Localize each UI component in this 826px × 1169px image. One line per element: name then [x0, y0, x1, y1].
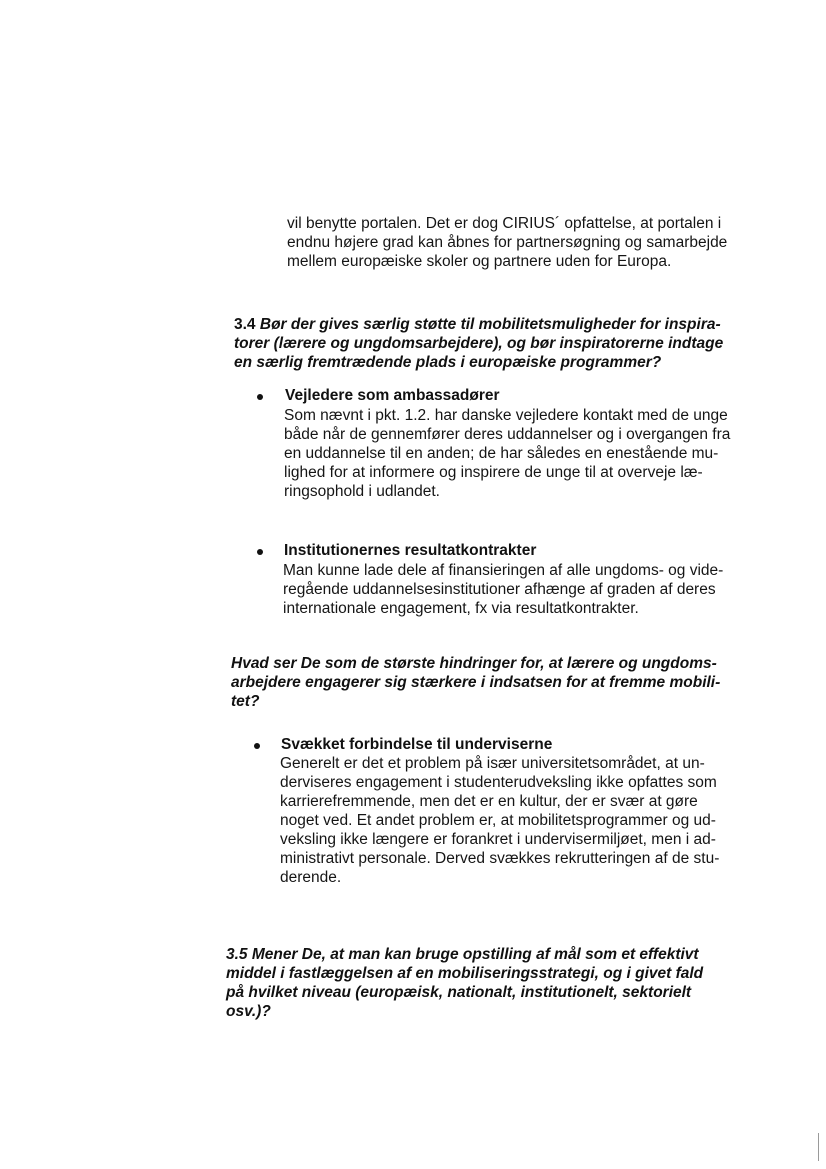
- bullet-title: Svækket forbindelse til underviserne: [281, 736, 553, 753]
- section-3-5-line: på hvilket niveau (europæisk, nationalt, institutionelt, sektorielt: [226, 984, 692, 1001]
- bullet-icon: [257, 549, 263, 555]
- bullet-body: Generelt er det et problem på især universitetsområdet, at un- derviseres engagement i studenterudveksling ikke opfattes som karrierefremmende, men det er en kultur, der er svær at gøre noget ved. Et andet problem er, at mobilitetsprogrammer og ud- veksling ikke længere er forankret i undervisermiljøet, men i ad- ministrativt personale. Derved svækkes rekrutteringen af de stu- derende.: [280, 755, 720, 886]
- bullet-item: [254, 735, 774, 895]
- question-heading: [231, 654, 720, 711]
- section-3-4-line: en særlig fremtrædende plads i europæiske programmer?: [234, 354, 662, 371]
- question-line: arbejdere engagerer sig stærkere i indsatsen for at fremme mobili-: [231, 674, 721, 691]
- intro-paragraph: [287, 214, 727, 271]
- bullet-item: [257, 386, 777, 516]
- bullet-icon: [257, 394, 263, 400]
- section-3-4-heading: [234, 315, 723, 372]
- intro-line: vil benytte portalen. Det er dog CIRIUS´ opfattelse, at portalen i: [287, 215, 722, 232]
- intro-line: endnu højere grad kan åbnes for partnersøgning og samarbejde: [287, 234, 728, 251]
- scan-edge-mark: [818, 1133, 819, 1161]
- intro-line: mellem europæiske skoler og partnere uden for Europa.: [287, 253, 672, 270]
- bullet-title: Institutionernes resultatkontrakter: [284, 542, 537, 559]
- bullet-icon: [254, 743, 260, 749]
- section-3-5-line: 3.5 Mener De, at man kan bruge opstilling af mål som et effektivt: [226, 946, 699, 963]
- bullet-title: Vejledere som ambassadører: [285, 387, 500, 404]
- section-3-5-line: osv.)?: [226, 1003, 271, 1020]
- section-3-4-number: 3.4: [234, 316, 256, 333]
- bullet-body: Som nævnt i pkt. 1.2. har danske vejledere kontakt med de unge både når de gennemfører deres uddannelser og i overgangen fra en uddannelse til en anden; de har således en enestående mu- lighed for at informere og inspirere de unge til at overveje læ- ringsophold i udlandet.: [284, 407, 731, 500]
- section-3-5-line: middel i fastlæggelsen af en mobiliseringsstrategi, og i givet fald: [226, 965, 704, 982]
- section-3-4-line: torer (lærere og ungdomsarbejdere), og bør inspiratorerne indtage: [234, 335, 724, 352]
- bullet-body: Man kunne lade dele af finansieringen af alle ungdoms- og vide- regående uddannelsesinstitutioner afhænge af graden af deres internationale engagement, fx via resultatkontrakter.: [283, 562, 724, 617]
- question-line: tet?: [231, 693, 260, 710]
- section-3-4-line: Bør der gives særlig støtte til mobilitetsmuligheder for inspira-: [259, 316, 721, 333]
- section-3-5-heading: [226, 945, 703, 1021]
- bullet-item: [257, 541, 777, 631]
- question-line: Hvad ser De som de største hindringer for, at lærere og ungdoms-: [231, 655, 717, 672]
